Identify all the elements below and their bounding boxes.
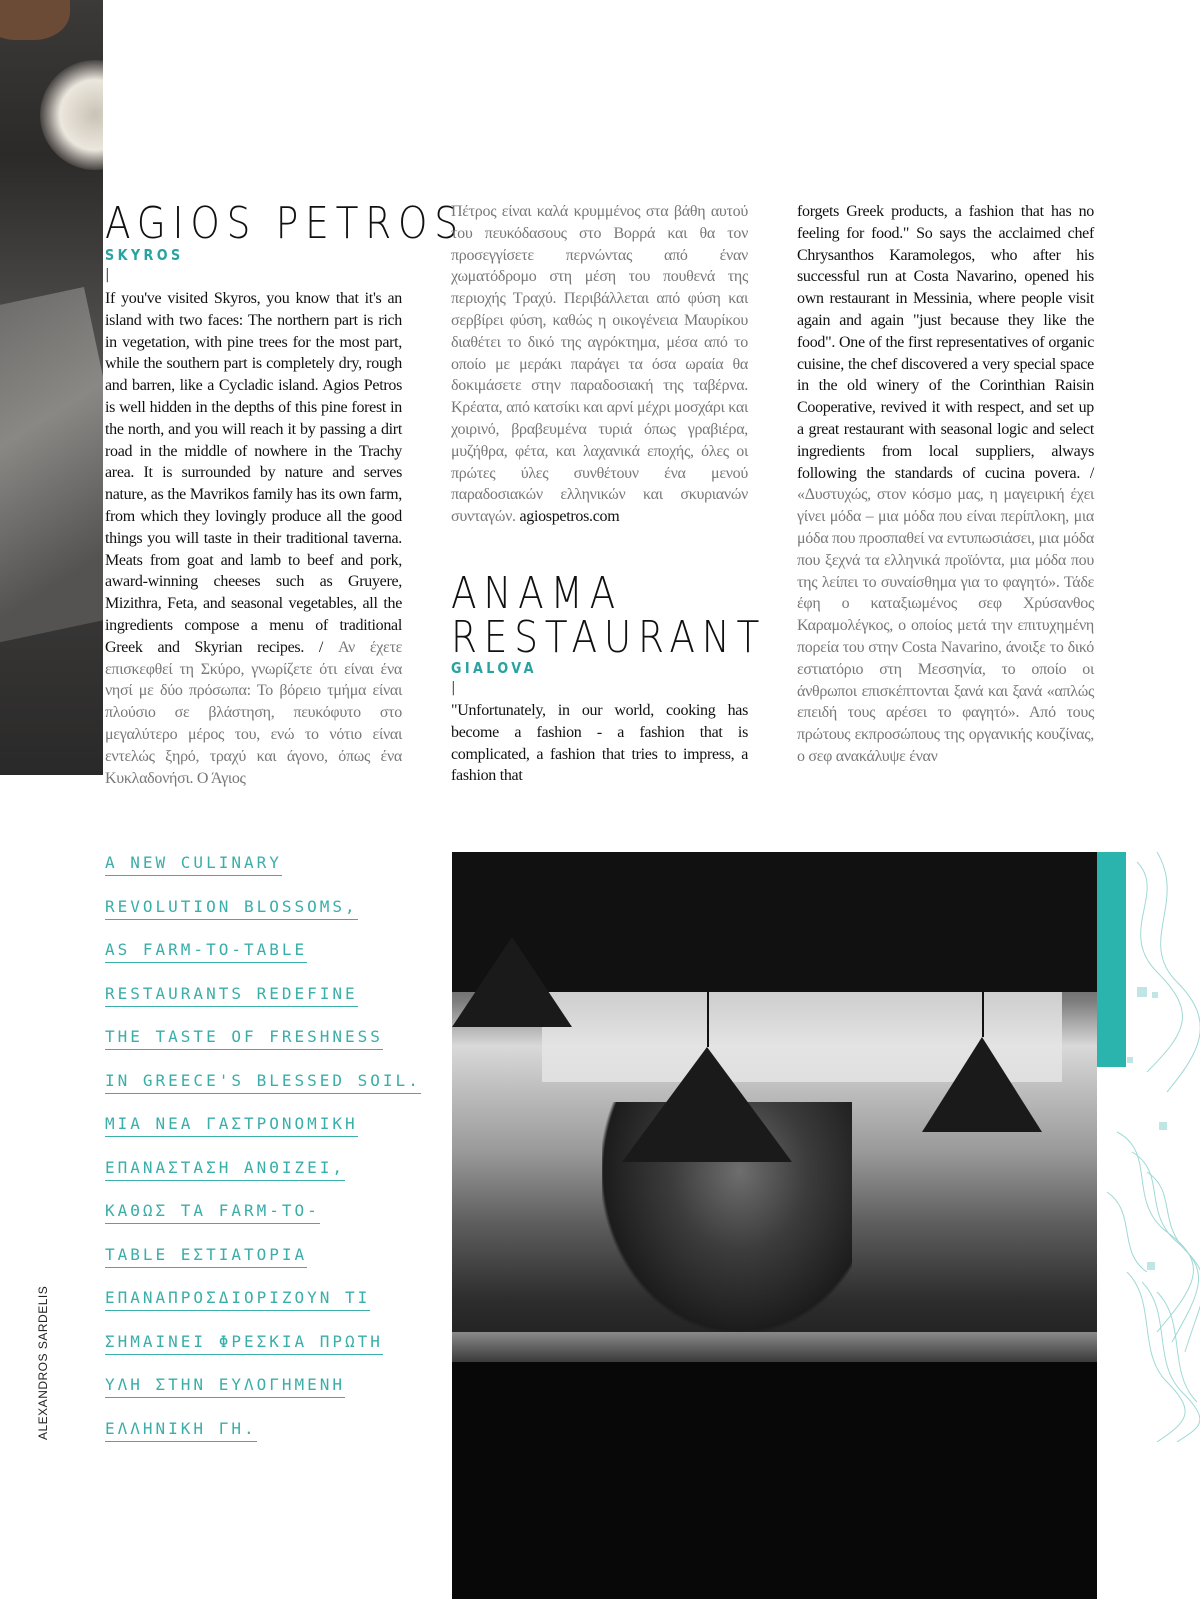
lamp-icon <box>452 852 572 1027</box>
lamp-icon <box>922 852 1042 1132</box>
photo-bowl <box>40 60 103 170</box>
agios-petros-body-gr-cont: Πέτρος είναι καλά κρυμμένος στα βάθη αυτού του πευκόδασους στο Βορρά και θα τον προσεγγίσετε περνώντας από έναν χωματόδρομο στη μέση του πουθενά της περιοχής Τραχύ. Περιβάλλεται από φύση και σερβίρει φύση, καθώς η οικογένεια Μαυρίκου διαθέτει το δικό της αγρόκτημα, μέσα από το οποίο με μεράκι παράγει τα όσα ωραία θα δοκιμάσετε στην παραδοσιακή της ταβέρνα. Κρέατα, από κατσίκι και αρνί μέχρι μοσχάρι και χοιρινό, βραβευμένα τυριά όπως γραβιέρα, μυζήθρα, φέτα, και λαχανικά εποχής, όλες οι πρώτες ύλες συνθέτουν ένα μενού παραδοσιακών ελληνικών και σκυριανών συνταγών. <box>451 203 748 526</box>
column-2-bottom <box>451 700 748 787</box>
agios-petros-body-en: If you've visited Skyros, you know that it's an island with two faces: The northern part is rich in vegetation, with pine trees for the most part, while the southern part is completely dry, rough and barren, like a Cycladic island. Agios Petros is well hidden in the depths of this pine forest in the north, and you will reach it by passing a dirt road in the middle of nowhere in the Trachy area. It is surrounded by nature and serves nature, as the Mavrikos family has its own farm, from which they lovingly produce all the good things you will taste in their traditional taverna. Meats from goat and lamb to beef and pork, award-winning cheeses such as Gruyere, Mizithra, Feta, and seasonal vegetables, all the ingredients compose a menu of traditional Greek and Skyrian recipes. / <box>105 290 402 656</box>
pull-quote-line: THE TASTE OF FRESHNESS <box>105 1026 421 1070</box>
lamp-icon <box>622 852 792 1162</box>
pull-quote-line: IN GREECE'S BLESSED SOIL. <box>105 1070 421 1114</box>
photo-pot <box>0 0 70 40</box>
pull-quote-line: ΕΠΑΝΑΠΡΟΣΔΙΟΡΙΖΟΥΝ ΤΙ <box>105 1287 421 1331</box>
agios-petros-body-gr: Αν έχετε επισκεφθεί τη Σκύρο, γνωρίζετε ότι είναι ένα νησί με δύο πρόσωπα: Το βόρειο τμήμα είναι πλούσιο σε βλάστηση, πευκόφυτο στο μεγαλύτερο μέρος του, ενώ το νότιο είναι εντελώς ξηρό, τραχύ και άγονο, όπως ένα Κυκλαδονήσι. Ο Άγιος <box>105 638 403 787</box>
pull-quote-line: ΚΑΘΩΣ ΤΑ FARM-TO- <box>105 1200 421 1244</box>
pull-quote-line: RESTAURANTS REDEFINE <box>105 983 421 1027</box>
agios-petros-title: AGIOS PETROS <box>105 198 465 249</box>
anama-divider: | <box>451 680 456 696</box>
photo-counter-front <box>452 1362 1097 1599</box>
anama-body-en-cont: forgets Greek products, a fashion that has no feeling for food." So says the acclaimed chef Chrysanthos Karamolegos, who after his successful run at Costa Navarino, opened his own restaurant in Messinia, where people visit again and again "just because they like the food". One of the first representatives of organic cuisine, the chef discovered a very special space in the old winery of the Corinthian Raisin Cooperative, revived it with respect, and set up a great restaurant with seasonal logic and select ingredients from local suppliers, always following the standards of cucina povera. / <box>797 203 1094 482</box>
pull-quote-line: ΣΗΜΑΙΝΕΙ ΦΡΕΣΚΙΑ ΠΡΩΤΗ <box>105 1331 421 1375</box>
pull-quote <box>105 852 421 1461</box>
column-1 <box>105 288 402 789</box>
anama-location: GIALOVA <box>451 659 537 677</box>
pull-quote-line: ΜΙΑ ΝΕΑ ΓΑΣΤΡΟΝΟΜΙΚΗ <box>105 1113 421 1157</box>
column-3 <box>797 201 1094 768</box>
agios-petros-website-link[interactable]: agiospetros.com <box>519 508 620 526</box>
pull-quote-line: A NEW CULINARY <box>105 852 421 896</box>
anama-title-line2: RESTAURANT <box>451 612 767 663</box>
anama-title-line1: ANAMA <box>451 568 623 619</box>
agios-petros-location: SKYROS <box>105 246 184 264</box>
pull-quote-line: AS FARM-TO-TABLE <box>105 939 421 983</box>
pull-quote-line: ΕΛΛΗΝΙΚΗ ΓΗ. <box>105 1418 421 1462</box>
kitchen-photo <box>452 852 1097 1599</box>
pull-quote-line: ΥΛΗ ΣΤΗΝ ΕΥΛΟΓΗΜΕΝΗ <box>105 1374 421 1418</box>
photo-counter <box>452 1332 1097 1362</box>
column-2-top <box>451 201 748 528</box>
anama-body-gr: «Δυστυχώς, στον κόσμο μας, η μαγειρική έχει γίνει μόδα – μια μόδα που είναι περίπλοκη, μια μόδα που προσπαθεί να εντυπωσιάσει, μια μόδα που ξεχνά τα ελληνικά προϊόντα, μια μόδα που της λείπει το συναίσθημα για το φαγητό». Τάδε έφη ο καταξιωμένος σεφ Χρύσανθος Καραμολέγκος, ο οποίος μετά την επιτυχημένη πορεία του στην Costa Navarino, άνοιξε το δικό εστιατόριο στη Μεσσηνία, το οποίο οι άνθρωποι επισκέπτονται ξανά και ξανά «απλώς επειδή τους αρέσει το φαγητό». Από τους πρώτους εκπροσώπους της οργανικής κουζίνας, ο σεφ ανακάλυψε έναν <box>797 486 1094 765</box>
pull-quote-line: TABLE ΕΣΤΙΑΤΟΡΙΑ <box>105 1244 421 1288</box>
anama-body-en: "Unfortunately, in our world, cooking has become a fashion - a fashion that is complicated, a fashion that tries to impress, a fashion that <box>451 702 748 785</box>
photo-credit: ALEXANDROS SARDELIS <box>36 1285 50 1440</box>
pull-quote-line: ΕΠΑΝΑΣΤΑΣΗ ΑΝΘΙΖΕΙ, <box>105 1157 421 1201</box>
topographic-pattern <box>1097 852 1200 1442</box>
pull-quote-line: REVOLUTION BLOSSOMS, <box>105 896 421 940</box>
top-left-photo <box>0 0 103 775</box>
agios-petros-divider: | <box>105 267 110 283</box>
photo-board <box>0 287 103 643</box>
